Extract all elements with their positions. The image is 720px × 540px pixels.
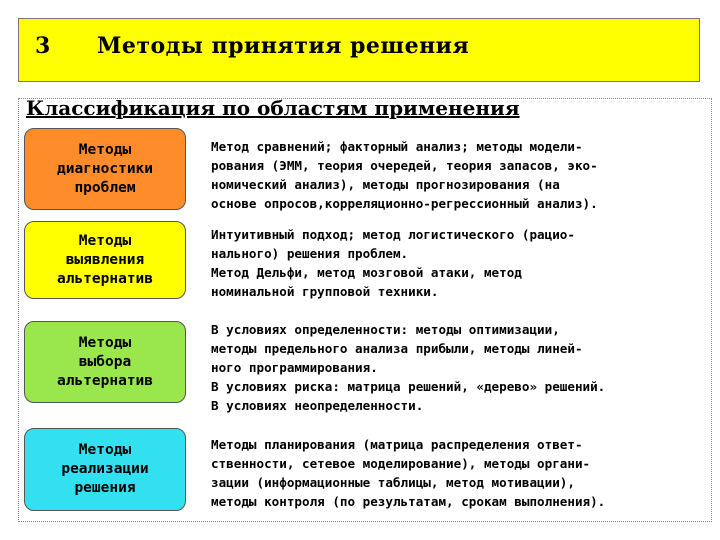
slide-number: 3: [35, 33, 51, 59]
category-box-diagnostics: Методы диагностики проблем: [24, 128, 186, 210]
description-identification: Интуитивный подход; метод логистического (рацио- нального) решения проблем. Метод Дельфи, метод мозговой атаки, метод номинальной групповой техники.: [211, 227, 575, 299]
description-implementation: Методы планирования (матрица распределения ответ- ственности, сетевое моделирование), методы органи- зации (информационные таблицы, метод мотивации), методы контроля (по результатам, срокам выполнения).: [211, 437, 606, 509]
description-diagnostics: Метод сравнений; факторный анализ; методы модели- рования (ЭММ, теория очередей, теория запасов, эко- номический анализ), методы прогнозирования (на основе опросов,корреляционно-регрессионный анализ).: [211, 139, 598, 211]
category-box-implementation: Методы реализации решения: [24, 428, 186, 511]
section-subtitle: Классификация по областям применения: [26, 96, 520, 120]
category-box-selection: Методы выбора альтернатив: [24, 321, 186, 403]
title-banner: [18, 18, 700, 82]
category-box-identification: Методы выявления альтернатив: [24, 221, 186, 299]
page-title: Методы принятия решения: [97, 33, 470, 59]
description-selection: В условиях определенности: методы оптимизации, методы предельного анализа прибыли, методы линей- ного программирования. В условиях риска: матрица решений, «дерево» решений. В условиях неопределенности.: [211, 322, 606, 413]
